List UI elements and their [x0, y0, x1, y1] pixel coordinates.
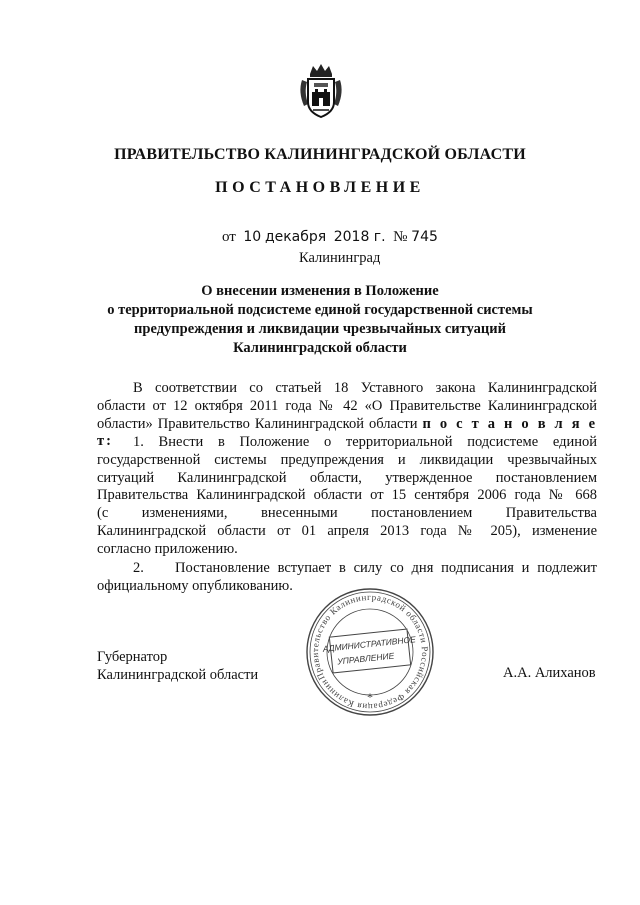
date-day: 10: [243, 229, 262, 245]
city: Калининград: [299, 250, 381, 266]
stamp-star: *: [367, 690, 373, 704]
text-line: 1. Внести в Положение о территориальной подсистеме единой: [133, 434, 597, 450]
text-line: области от 12 октября 2011 года № 42 «О Правительстве Калининградской: [97, 397, 597, 414]
heading-line: Калининградской области: [233, 340, 407, 356]
document-number: 745: [411, 229, 438, 245]
signer-position-line: Калининградской области: [97, 667, 259, 683]
preamble-text: области» Правительство Калининградской области: [97, 415, 418, 432]
text-line: В соответствии со статьей 18 Уставного закона Калининградской: [133, 380, 597, 396]
heading-line: о территориальной подсистеме единой государственной системы: [107, 302, 533, 318]
signer-position-line: Губернатор: [97, 649, 168, 665]
coat-of-arms-icon: [296, 62, 346, 122]
text-line: официальному опубликованию.: [97, 577, 293, 594]
text-line: Калининградской области от 01 апреля 2013 года № 205), изменение: [97, 522, 597, 539]
number-sign: №: [393, 229, 408, 245]
stamp-box-line: АДМИНИСТРАТИВНОЕ: [322, 634, 417, 654]
stamp-box-line: УПРАВЛЕНИЕ: [336, 650, 395, 667]
text-line: ситуаций Калининградской области, утвержденное постановлением: [97, 469, 597, 486]
text-line: 2. Постановление вступает в силу со дня подписания и подлежит: [133, 560, 597, 576]
date-year: 2018 г.: [333, 229, 386, 245]
date-prefix: от: [222, 229, 236, 245]
text-line: согласно приложению.: [97, 540, 238, 557]
clause-1-paragraph: [97, 434, 597, 559]
document-type: ПОСТАНОВЛЕНИЕ: [215, 179, 425, 196]
decree-word: п о с т а н о в л я е т:: [97, 415, 598, 450]
date-month: декабря: [264, 229, 327, 245]
signer-name: А.А. Алиханов: [503, 665, 596, 681]
document-heading: [0, 282, 640, 358]
signer-position: [97, 648, 258, 684]
heading-line: предупреждения и ликвидации чрезвычайных ситуаций: [134, 321, 506, 337]
stamp-ring-text: Правительство Калининградской области Российская Федерация Калининград: [309, 591, 431, 713]
official-stamp: [303, 585, 437, 719]
organization-title: ПРАВИТЕЛЬСТВО КАЛИНИНГРАДСКОЙ ОБЛАСТИ: [114, 146, 526, 163]
text-line: государственной системы предупреждения и ликвидации чрезвычайных: [97, 451, 597, 468]
text-line: Правительства Калининградской области от 15 сентября 2006 года № 668: [97, 487, 597, 504]
heading-line: О внесении изменения в Положение: [201, 283, 439, 299]
date-number-line: [222, 229, 438, 246]
text-line: (с изменениями, внесенными постановлением Правительства: [97, 505, 597, 522]
